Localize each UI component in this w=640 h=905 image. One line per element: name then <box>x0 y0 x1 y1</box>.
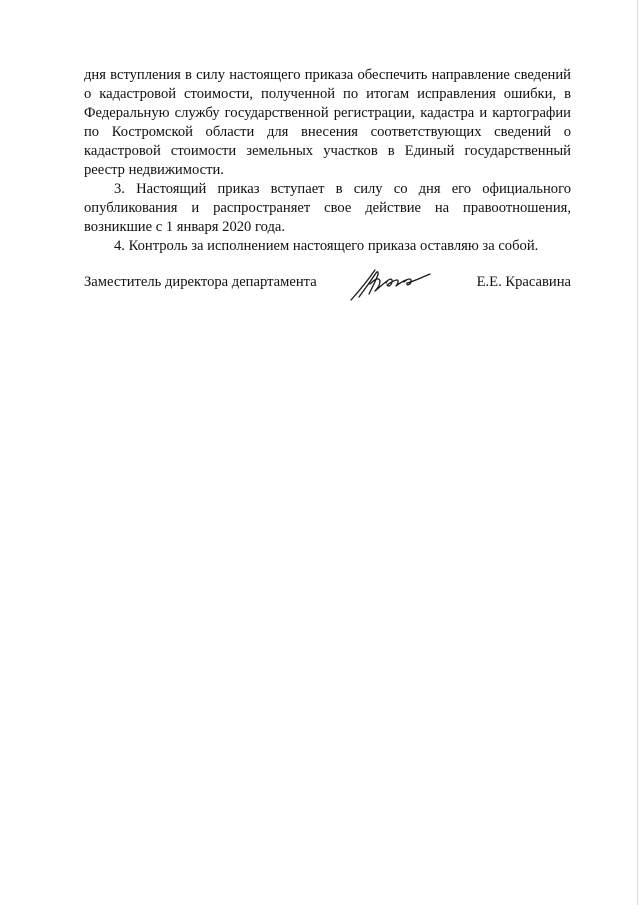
page-edge-divider <box>637 0 638 905</box>
paragraph-continuation: дня вступления в силу настоящего приказа обеспечить направление сведений о кадастровой стоимости, полученной по итогам исправления ошибки, в Федеральную службу государственной регистрации, кадастра и картографии по Костромской области для внесения соответствующих сведений о кадастровой стоимости земельных участков в Единый государственный реестр недвижимости. <box>84 67 571 178</box>
paragraph-item-3: 3. Настоящий приказ вступает в силу со дня его официального опубликования и распространяет свое действие на правоотношения, возникшие с 1 января 2020 года. <box>84 181 571 235</box>
paragraph-item-4: 4. Контроль за исполнением настоящего приказа оставляю за собой. <box>114 238 539 254</box>
document-body <box>84 66 571 256</box>
handwritten-signature-icon <box>348 264 432 302</box>
signatory-position: Заместитель директора департамента <box>84 274 317 290</box>
signatory-name: Е.Е. Красавина <box>476 274 571 290</box>
signature-block <box>84 264 571 304</box>
